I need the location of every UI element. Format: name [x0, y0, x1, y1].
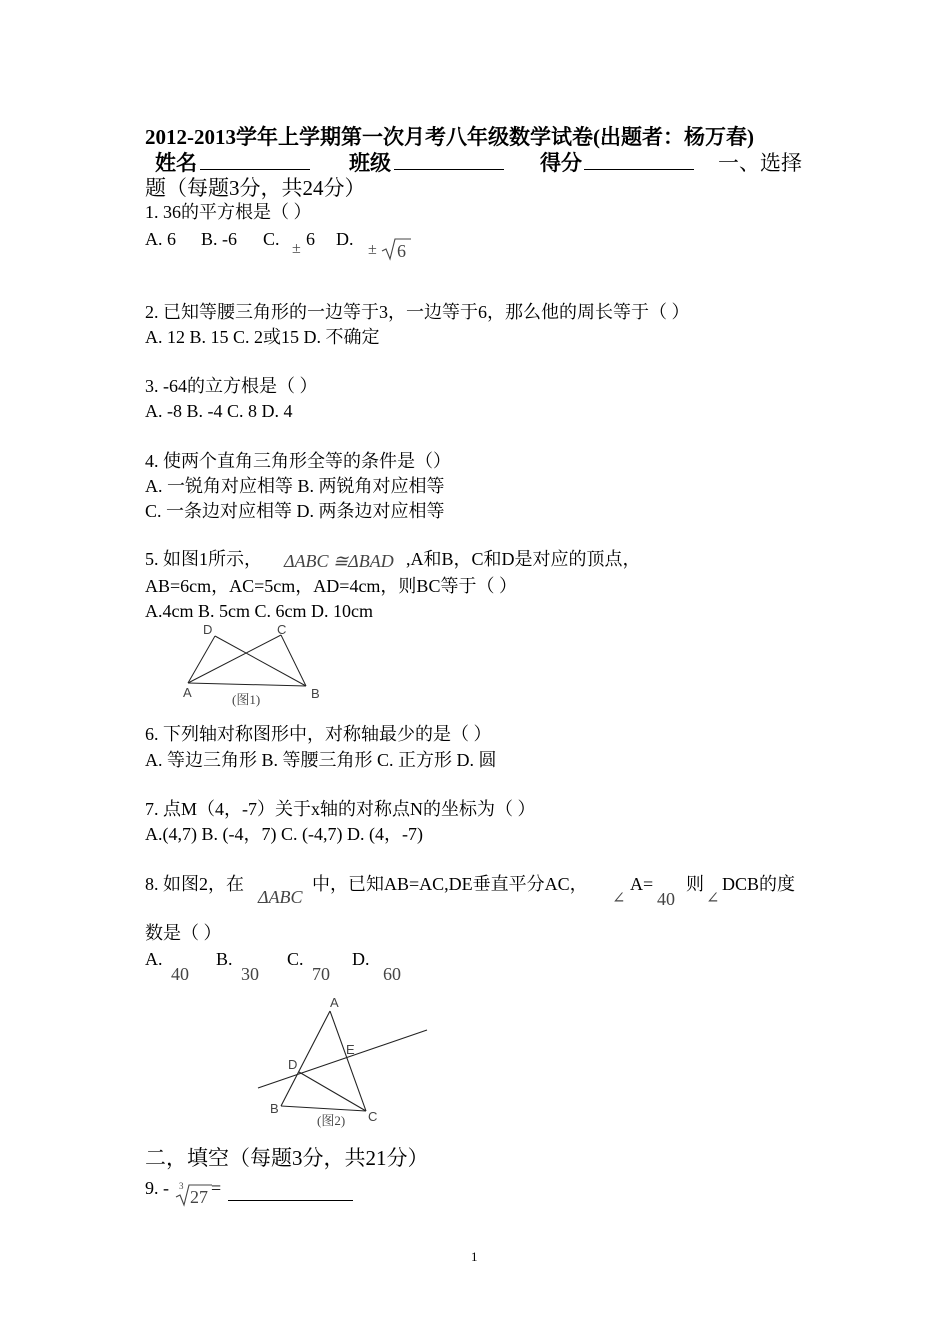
page-number: 1	[471, 1249, 478, 1264]
q7-stem: 7. 点M（4，-7）关于x轴的对称点N的坐标为（ ）	[145, 799, 536, 819]
fig1-label-b: B	[311, 686, 320, 701]
q4-options-line2: C. 一条边对应相等 D. 两条边对应相等	[145, 501, 445, 521]
q9-answer-blank[interactable]	[228, 1200, 353, 1201]
q4-options-line1: A. 一锐角对应相等 B. 两锐角对应相等	[145, 476, 445, 496]
section1-heading-start: 一、选择	[718, 151, 802, 175]
q6-stem: 6. 下列轴对称图形中，对称轴最少的是（ ）	[145, 724, 492, 744]
fig2-label-e: E	[346, 1042, 355, 1057]
class-label: 班级	[349, 151, 391, 175]
q1-c-value: 6	[306, 229, 315, 249]
q8-option-a-value: 40	[171, 964, 189, 984]
name-blank[interactable]	[200, 151, 310, 170]
angle-icon: ∠	[612, 890, 626, 907]
fig1-caption: (图1)	[232, 692, 261, 707]
q9-equals: =	[211, 1178, 222, 1198]
q8-option-b-value: 30	[241, 964, 259, 984]
q8-angle-value: 40	[657, 889, 675, 909]
q8-stem-a: 8. 如图2，在	[145, 874, 244, 894]
exam-title: 2012-2013学年上学期第一次月考八年级数学试卷(出题者：杨万春)	[145, 125, 754, 149]
fig2-label-c: C	[368, 1109, 378, 1124]
q8-option-c: C.	[287, 949, 304, 969]
q8-option-a: A.	[145, 949, 163, 969]
q1-d-sign: ±	[368, 241, 377, 258]
q1-d-radicand: 6	[397, 241, 406, 261]
q8-triangle: ΔABC	[258, 887, 303, 907]
q9-root-index: 3	[179, 1181, 184, 1191]
section1-heading-end: 题（每题3分，共24分）	[145, 176, 366, 200]
q6-options: A. 等边三角形 B. 等腰三角形 C. 正方形 D. 圆	[145, 750, 497, 770]
sqrt-sign-icon	[380, 236, 412, 262]
fig2-label-d: D	[288, 1057, 298, 1072]
q1-c-sign: ±	[292, 240, 301, 257]
q8-option-d-value: 60	[383, 964, 401, 984]
q9-prefix: 9. -	[145, 1178, 169, 1198]
q1-stem: 1. 36的平方根是（ ）	[145, 202, 312, 222]
q7-options: A.(4,7) B. (-4，7) C. (-4,7) D. (4，-7)	[145, 824, 423, 844]
fig1-label-a: A	[183, 685, 192, 700]
class-blank[interactable]	[394, 151, 504, 170]
q8-option-c-value: 70	[312, 964, 330, 984]
fig1-label-c: C	[277, 622, 287, 637]
q5-options: A.4cm B. 5cm C. 6cm D. 10cm	[145, 601, 373, 621]
fig2-caption: (图2)	[317, 1113, 346, 1128]
figure-2	[250, 990, 440, 1132]
score-blank[interactable]	[584, 151, 694, 170]
q3-options: A. -8 B. -4 C. 8 D. 4	[145, 401, 293, 421]
q2-options: A. 12 B. 15 C. 2或15 D. 不确定	[145, 327, 380, 347]
q5-stem-b: ,A和B，C和D是对应的顶点，	[406, 549, 641, 569]
q5-congruence-formula: ΔABC ≅ΔBAD	[284, 551, 394, 571]
name-label: 姓名	[155, 151, 197, 175]
figure-1	[175, 620, 335, 712]
q8-a-eq: A=	[630, 874, 654, 894]
q5-line2: AB=6cm，AC=5cm，AD=4cm，则BC等于（ ）	[145, 576, 517, 596]
q1-option-b: B. -6	[201, 229, 237, 249]
q2-stem: 2. 已知等腰三角形的一边等于3，一边等于6，那么他的周长等于（ ）	[145, 302, 690, 322]
fig1-label-d: D	[203, 622, 213, 637]
section2-heading: 二，填空（每题3分，共21分）	[145, 1146, 429, 1170]
q1-option-a: A. 6	[145, 229, 176, 249]
angle-icon-2: ∠	[706, 890, 720, 907]
q8-option-d: D.	[352, 949, 370, 969]
score-label: 得分	[540, 151, 582, 175]
q1-option-c: C.	[263, 229, 280, 249]
q8-option-b: B.	[216, 949, 233, 969]
q9-radicand: 27	[190, 1187, 208, 1207]
q8-line2: 数是（ ）	[145, 923, 222, 943]
q8-stem-b: 中，已知AB=AC,DE垂直平分AC，	[312, 874, 588, 894]
q5-stem-a: 5. 如图1所示，	[145, 549, 262, 569]
fig2-label-a: A	[330, 995, 339, 1010]
q3-stem: 3. -64的立方根是（ ）	[145, 376, 318, 396]
q4-stem: 4. 使两个直角三角形全等的条件是（）	[145, 451, 451, 471]
q8-then: 则	[686, 874, 704, 894]
q1-option-d: D.	[336, 229, 354, 249]
fig2-label-b: B	[270, 1101, 279, 1116]
q8-stem-c: DCB的度	[722, 874, 796, 894]
